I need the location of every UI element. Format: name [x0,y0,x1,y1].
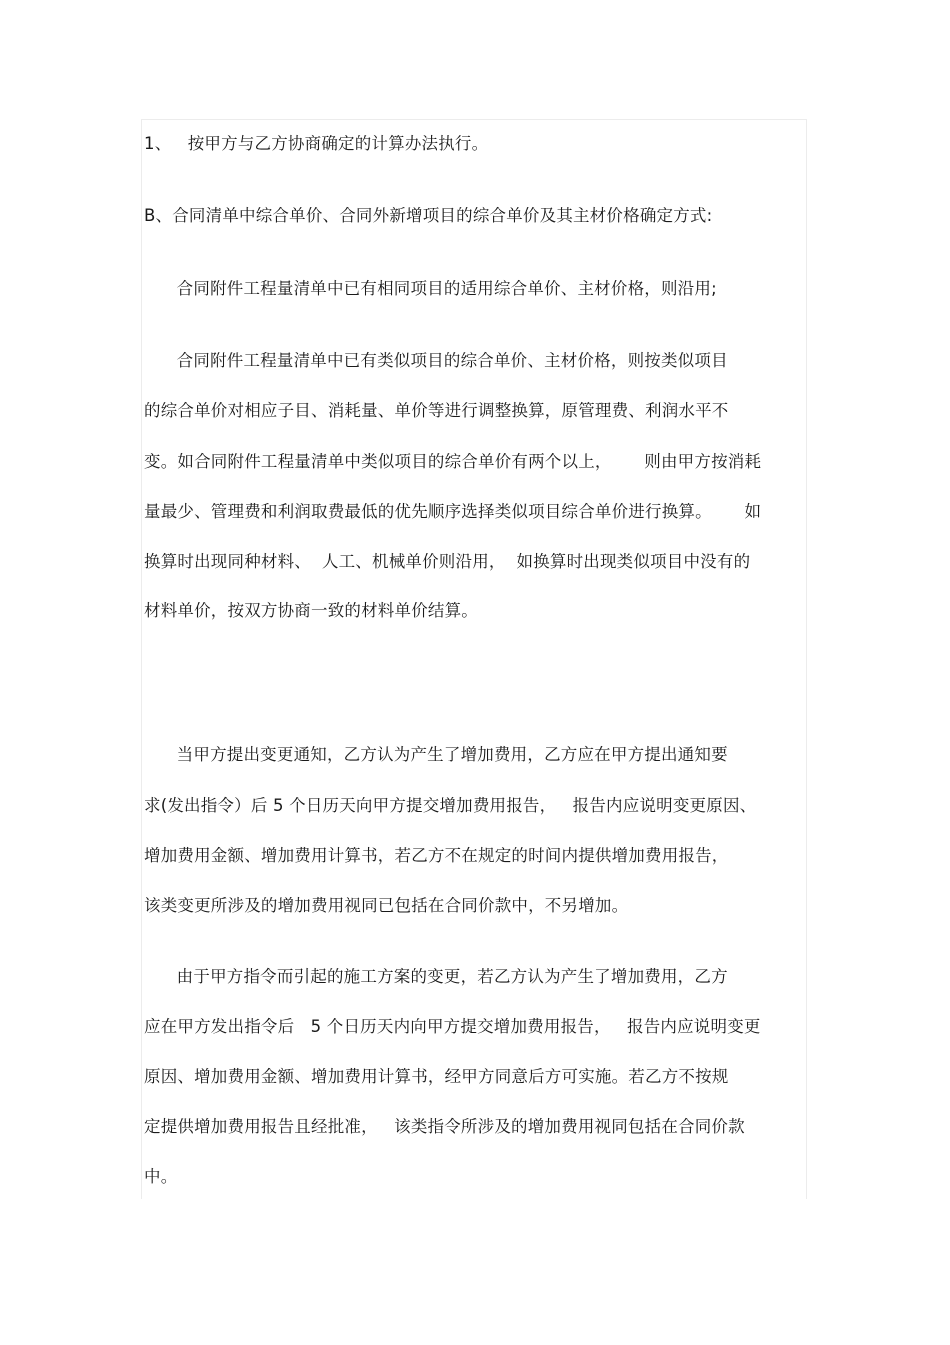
text-line-15: 应在甲方发出指令后 5 个日历天内向甲方提交增加费用报告， 报告内应说明变更 [144,1017,761,1036]
text-line-14: 由于甲方指令而引起的施工方案的变更，若乙方认为产生了增加费用，乙方 [144,967,728,986]
text-line-8: 换算时出现同种材料、 人工、机械单价则沿用， 如换算时出现类似项目中没有的 [144,552,751,571]
text-line-5: 的综合单价对相应子目、消耗量、单价等进行调整换算，原管理费、利润水平不 [144,401,729,420]
text-line-6: 变。如合同附件工程量清单中类似项目的综合单价有两个以上， 则由甲方按消耗 [144,452,762,471]
text-line-2: B、合同清单中综合单价、合同外新增项目的综合单价及其主材价格确定方式: [144,206,713,225]
text-line-11: 求(发出指令）后 5 个日历天向甲方提交增加费用报告， 报告内应说明变更原因、 [144,796,757,815]
text-line-12: 增加费用金额、增加费用计算书，若乙方不在规定的时间内提供增加费用报告， [144,846,729,865]
text-line-18: 中。 [144,1167,178,1186]
text-line-3: 合同附件工程量清单中已有相同项目的适用综合单价、主材价格，则沿用; [144,279,717,298]
text-line-7: 量最少、管理费和利润取费最低的优先顺序选择类似项目综合单价进行换算。 如 [144,502,762,521]
text-line-10: 当甲方提出变更通知，乙方认为产生了增加费用，乙方应在甲方提出通知要 [144,745,728,764]
text-line-16: 原因、增加费用金额、增加费用计算书，经甲方同意后方可实施。若乙方不按规 [144,1067,729,1086]
text-line-4: 合同附件工程量清单中已有类似项目的综合单价、主材价格，则按类似项目 [144,351,728,370]
text-line-13: 该类变更所涉及的增加费用视同已包括在合同价款中，不另增加。 [144,896,629,915]
text-line-1: 1、 按甲方与乙方协商确定的计算办法执行。 [144,134,489,153]
text-line-9: 材料单价，按双方协商一致的材料单价结算。 [144,601,478,620]
text-line-17: 定提供增加费用报告且经批准， 该类指令所涉及的增加费用视同包括在合同价款 [144,1117,745,1136]
